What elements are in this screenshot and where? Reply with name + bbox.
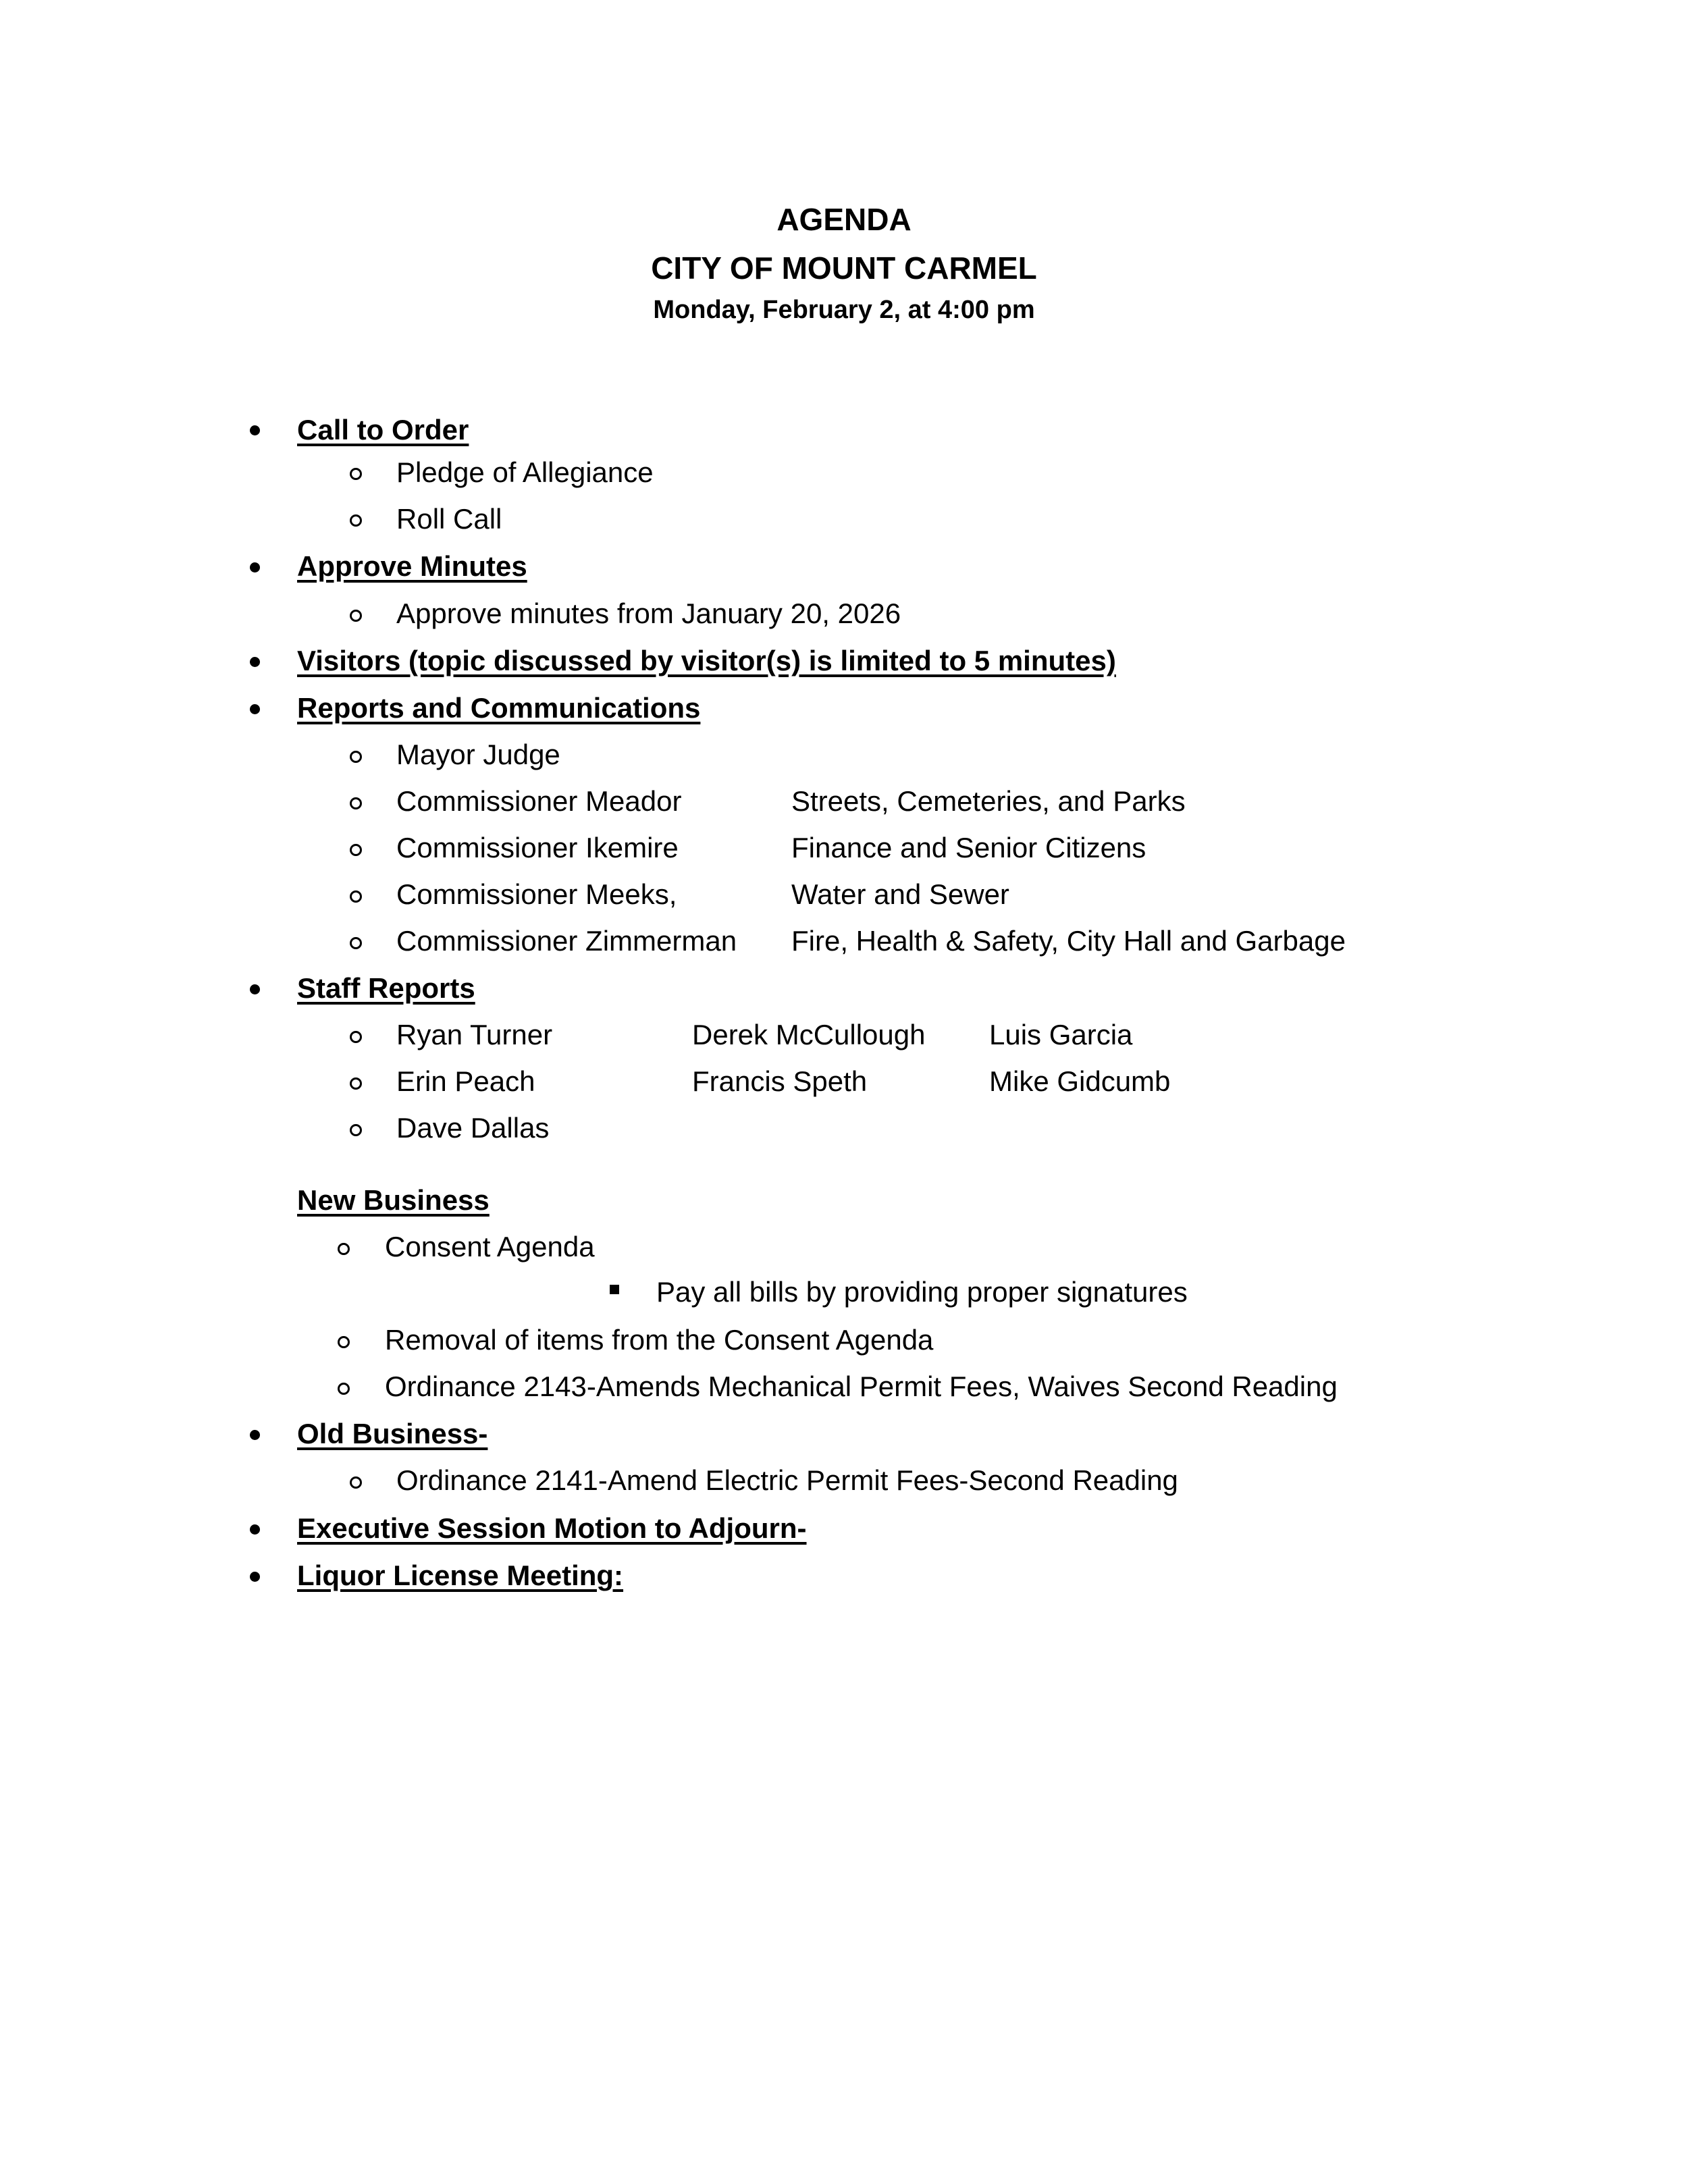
bullet-circle-icon bbox=[338, 1383, 350, 1395]
agenda-item-removal: Removal of items from the Consent Agenda bbox=[385, 1324, 934, 1356]
section-heading-call-to-order: Call to Order bbox=[297, 414, 469, 446]
bullet-dot-icon bbox=[250, 1430, 260, 1440]
staff-name: Francis Speth bbox=[692, 1065, 868, 1097]
bullet-dot-icon bbox=[250, 1572, 260, 1582]
agenda-item-approve-minutes: Approve minutes from January 20, 2026 bbox=[396, 597, 901, 629]
section-heading-old-business: Old Business- bbox=[297, 1418, 488, 1449]
bullet-dot-icon bbox=[250, 1524, 260, 1535]
bullet-dot-icon bbox=[250, 425, 260, 435]
report-item-name: Commissioner Zimmerman bbox=[396, 925, 737, 957]
bullet-dot-icon bbox=[250, 704, 260, 714]
section-heading-new-business: New Business bbox=[297, 1184, 490, 1216]
bullet-circle-icon bbox=[350, 1124, 362, 1136]
bullet-circle-icon bbox=[350, 468, 362, 480]
bullet-circle-icon bbox=[350, 514, 362, 527]
report-item-name: Mayor Judge bbox=[396, 739, 560, 770]
section-heading-approve-minutes: Approve Minutes bbox=[297, 550, 527, 582]
staff-name: Erin Peach bbox=[396, 1065, 535, 1097]
bullet-circle-icon bbox=[350, 797, 362, 809]
report-item-duty: Finance and Senior Citizens bbox=[791, 832, 1146, 863]
report-item-name: Commissioner Ikemire bbox=[396, 832, 679, 863]
agenda-item-roll-call: Roll Call bbox=[396, 503, 502, 535]
report-item-duty: Water and Sewer bbox=[791, 878, 1009, 910]
staff-name: Luis Garcia bbox=[989, 1019, 1133, 1050]
report-item-duty: Fire, Health & Safety, City Hall and Garbage bbox=[791, 925, 1346, 957]
bullet-dot-icon bbox=[250, 657, 260, 667]
consent-sub-item: Pay all bills by providing proper signatures bbox=[656, 1276, 1188, 1308]
bullet-square-icon bbox=[610, 1285, 619, 1294]
agenda-item-pledge: Pledge of Allegiance bbox=[396, 456, 654, 488]
report-item-name: Commissioner Meador bbox=[396, 785, 682, 817]
bullet-dot-icon bbox=[250, 562, 260, 572]
bullet-circle-icon bbox=[350, 1031, 362, 1043]
staff-name: Dave Dallas bbox=[396, 1112, 550, 1144]
bullet-circle-icon bbox=[350, 937, 362, 949]
agenda-item-ordinance-2143: Ordinance 2143-Amends Mechanical Permit Fees, Waives Second Reading bbox=[385, 1370, 1338, 1402]
bullet-dot-icon bbox=[250, 984, 260, 994]
organization-name: CITY OF MOUNT CARMEL bbox=[651, 250, 1037, 286]
bullet-circle-icon bbox=[338, 1243, 350, 1255]
staff-name: Mike Gidcumb bbox=[989, 1065, 1171, 1097]
section-heading-reports: Reports and Communications bbox=[297, 692, 701, 724]
agenda-item-ordinance-2141: Ordinance 2141-Amend Electric Permit Fees-Second Reading bbox=[396, 1464, 1178, 1496]
report-item-duty: Streets, Cemeteries, and Parks bbox=[791, 785, 1186, 817]
section-heading-staff-reports: Staff Reports bbox=[297, 972, 475, 1004]
document-title: AGENDA bbox=[776, 202, 912, 237]
agenda-item-consent-agenda: Consent Agenda bbox=[385, 1231, 595, 1262]
section-heading-visitors: Visitors (topic discussed by visitor(s) is limited to 5 minutes) bbox=[297, 645, 1116, 676]
bullet-circle-icon bbox=[350, 751, 362, 763]
report-item-name: Commissioner Meeks, bbox=[396, 878, 677, 910]
bullet-circle-icon bbox=[350, 1476, 362, 1489]
section-heading-liquor-license: Liquor License Meeting: bbox=[297, 1560, 624, 1591]
bullet-circle-icon bbox=[350, 610, 362, 622]
staff-name: Derek McCullough bbox=[692, 1019, 926, 1050]
bullet-circle-icon bbox=[350, 890, 362, 903]
meeting-date-time: Monday, February 2, at 4:00 pm bbox=[653, 296, 1035, 324]
bullet-circle-icon bbox=[338, 1336, 350, 1348]
bullet-circle-icon bbox=[350, 1077, 362, 1090]
staff-name: Ryan Turner bbox=[396, 1019, 553, 1050]
bullet-circle-icon bbox=[350, 844, 362, 856]
section-heading-executive-session: Executive Session Motion to Adjourn- bbox=[297, 1512, 807, 1544]
